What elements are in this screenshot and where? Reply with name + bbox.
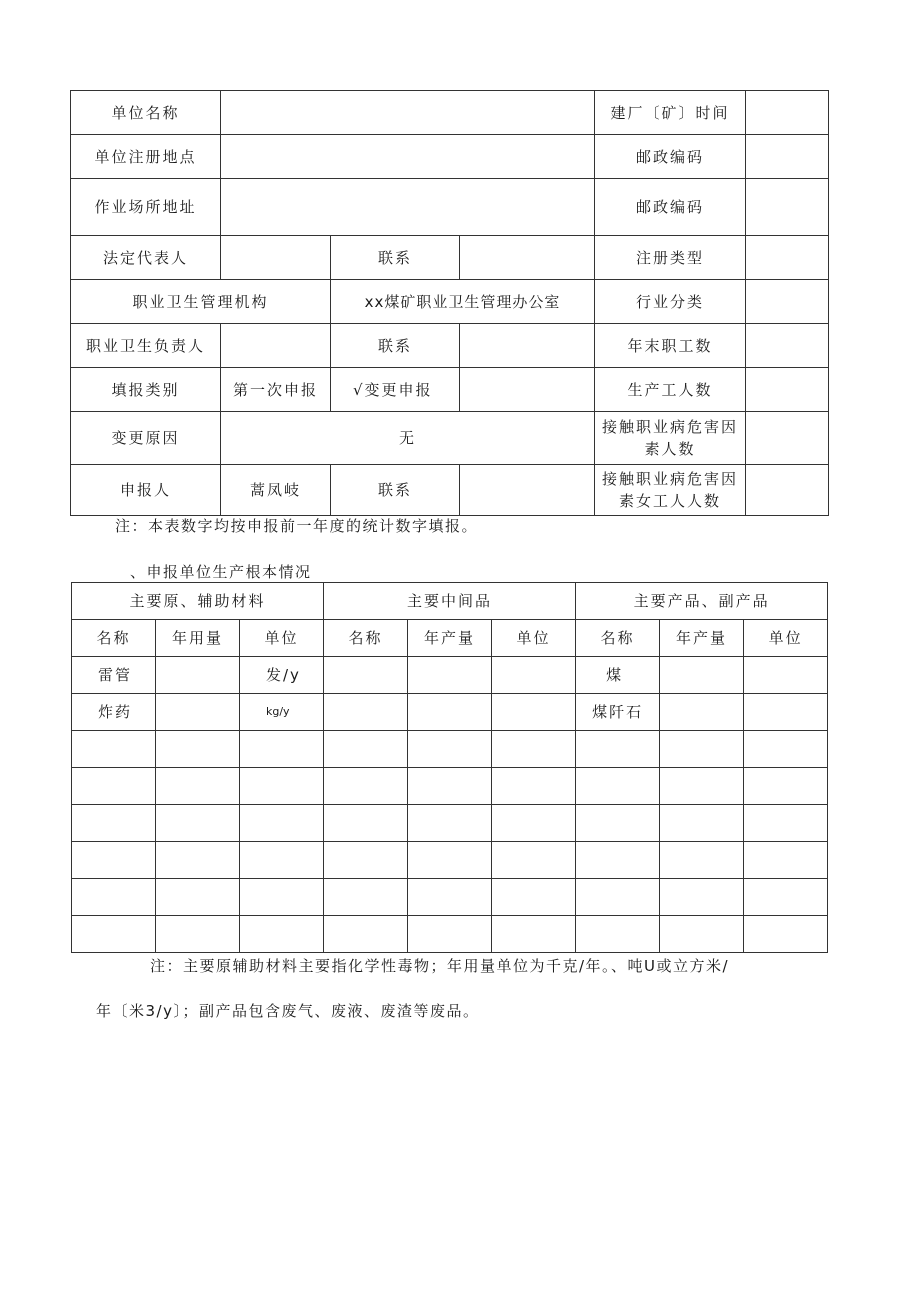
table-cell[interactable] xyxy=(240,805,324,842)
table-row xyxy=(72,657,828,694)
build-time-label: 建厂〔矿〕时间 xyxy=(595,91,746,135)
table-cell[interactable] xyxy=(324,879,408,916)
table-cell[interactable]: kg/y xyxy=(240,694,324,731)
col-header: 年产量 xyxy=(660,620,744,657)
staff-count-label: 年末职工数 xyxy=(595,324,746,368)
table-cell[interactable] xyxy=(408,657,492,694)
postal-code-label: 邮政编码 xyxy=(595,135,746,179)
table-cell[interactable] xyxy=(744,805,828,842)
legal-rep-field[interactable] xyxy=(221,236,331,280)
table-cell[interactable] xyxy=(744,916,828,953)
table-cell[interactable] xyxy=(492,731,576,768)
oh-org-label: 职业卫生管理机构 xyxy=(71,280,331,324)
table-cell[interactable] xyxy=(576,768,660,805)
table-cell[interactable] xyxy=(744,731,828,768)
reporter-value: 蒿凤岐 xyxy=(221,465,331,516)
worker-count-field[interactable] xyxy=(746,368,829,412)
hazard-count-field[interactable] xyxy=(746,412,829,465)
change-reason-label: 变更原因 xyxy=(71,412,221,465)
col-header: 年用量 xyxy=(156,620,240,657)
reg-type-label: 注册类型 xyxy=(595,236,746,280)
section-title: 、申报单位生产根本情况 xyxy=(130,563,312,581)
work-address-field[interactable] xyxy=(221,179,595,236)
table-cell[interactable] xyxy=(240,768,324,805)
change-reason-value: 无 xyxy=(221,412,595,465)
table-cell[interactable] xyxy=(408,768,492,805)
table-cell[interactable] xyxy=(492,768,576,805)
table-cell[interactable] xyxy=(660,694,744,731)
table-cell[interactable] xyxy=(492,916,576,953)
table-cell[interactable] xyxy=(324,694,408,731)
staff-count-field[interactable] xyxy=(746,324,829,368)
table-cell[interactable] xyxy=(492,657,576,694)
table-cell[interactable]: 煤阡石 xyxy=(576,694,660,731)
col-header: 名称 xyxy=(324,620,408,657)
table-cell[interactable] xyxy=(408,842,492,879)
table-cell[interactable] xyxy=(408,694,492,731)
col-header: 年产量 xyxy=(408,620,492,657)
table-cell[interactable] xyxy=(408,879,492,916)
table-cell[interactable] xyxy=(72,879,156,916)
report-type-label: 填报类别 xyxy=(71,368,221,412)
contact-label: 联系 xyxy=(331,324,460,368)
col-header: 名称 xyxy=(576,620,660,657)
table-cell[interactable] xyxy=(492,694,576,731)
table-row xyxy=(72,879,828,916)
reg-type-field[interactable] xyxy=(746,236,829,280)
table-cell[interactable] xyxy=(576,916,660,953)
build-time-field[interactable] xyxy=(746,91,829,135)
table-cell[interactable] xyxy=(156,657,240,694)
table-cell[interactable] xyxy=(492,879,576,916)
table-cell[interactable] xyxy=(324,805,408,842)
oh-head-label: 职业卫生负责人 xyxy=(71,324,221,368)
production-table xyxy=(71,582,828,953)
table-cell[interactable] xyxy=(660,768,744,805)
table-cell[interactable] xyxy=(744,694,828,731)
table-row xyxy=(72,731,828,768)
postal-code-field[interactable] xyxy=(746,135,829,179)
contact-label: 联系 xyxy=(331,236,460,280)
contact-field[interactable] xyxy=(460,324,595,368)
table-cell[interactable] xyxy=(324,657,408,694)
note-byproducts: 年〔米3/y〕；副产品包含废气、废液、废渣等废品。 xyxy=(96,1002,480,1020)
group-mid-header: 主要中间品 xyxy=(324,583,576,620)
table-cell[interactable] xyxy=(492,805,576,842)
col-header: 单位 xyxy=(240,620,324,657)
contact-field[interactable] xyxy=(460,465,595,516)
table-cell[interactable] xyxy=(156,842,240,879)
table-cell[interactable] xyxy=(744,842,828,879)
table-cell[interactable] xyxy=(744,768,828,805)
table-cell[interactable] xyxy=(72,916,156,953)
reg-address-field[interactable] xyxy=(221,135,595,179)
industry-label: 行业分类 xyxy=(595,280,746,324)
table-cell[interactable] xyxy=(408,805,492,842)
table-cell[interactable] xyxy=(72,842,156,879)
table-cell[interactable] xyxy=(156,694,240,731)
table-row xyxy=(72,805,828,842)
table-cell[interactable] xyxy=(660,805,744,842)
table-cell[interactable] xyxy=(240,879,324,916)
table-cell[interactable] xyxy=(324,768,408,805)
table-cell[interactable] xyxy=(744,657,828,694)
hazard-female-label: 接触职业病危害因素女工人人数 xyxy=(595,465,746,516)
hazard-count-label: 接触职业病危害因素人数 xyxy=(595,412,746,465)
unit-name-label: 单位名称 xyxy=(71,91,221,135)
col-header: 名称 xyxy=(72,620,156,657)
table-cell[interactable] xyxy=(156,805,240,842)
table-cell[interactable] xyxy=(576,731,660,768)
table-cell[interactable]: 发/y xyxy=(240,657,324,694)
table-row xyxy=(72,916,828,953)
table-cell[interactable] xyxy=(744,879,828,916)
table-cell[interactable] xyxy=(156,731,240,768)
table-cell[interactable] xyxy=(576,879,660,916)
note-materials: 注：主要原辅助材料主要指化学性毒物；年用量单位为千克/年。、吨U或立方米/ xyxy=(150,957,730,975)
table-cell[interactable]: 煤 xyxy=(576,657,660,694)
industry-field[interactable] xyxy=(746,280,829,324)
table-cell[interactable]: 雷管 xyxy=(72,657,156,694)
table-cell[interactable] xyxy=(72,731,156,768)
table-row xyxy=(72,842,828,879)
work-address-label: 作业场所地址 xyxy=(71,179,221,236)
table-cell[interactable] xyxy=(324,731,408,768)
report-type-first[interactable]: 第一次申报 xyxy=(221,368,331,412)
table-cell[interactable] xyxy=(240,731,324,768)
oh-org-value: xx煤矿职业卫生管理办公室 xyxy=(331,280,595,324)
table-cell[interactable] xyxy=(156,916,240,953)
group-product-header: 主要产品、副产品 xyxy=(576,583,828,620)
hazard-female-field[interactable] xyxy=(746,465,829,516)
table-cell[interactable] xyxy=(324,916,408,953)
table-cell[interactable] xyxy=(72,768,156,805)
table-cell[interactable] xyxy=(240,916,324,953)
table-cell[interactable] xyxy=(156,879,240,916)
legal-rep-label: 法定代表人 xyxy=(71,236,221,280)
table-cell[interactable] xyxy=(156,768,240,805)
contact-field[interactable] xyxy=(460,236,595,280)
table-cell[interactable] xyxy=(492,842,576,879)
table-cell[interactable] xyxy=(576,805,660,842)
report-type-change[interactable]: √变更申报 xyxy=(331,368,460,412)
col-header: 单位 xyxy=(744,620,828,657)
table-cell[interactable] xyxy=(324,842,408,879)
col-header: 单位 xyxy=(492,620,576,657)
table-cell[interactable] xyxy=(240,842,324,879)
reporter-label: 申报人 xyxy=(71,465,221,516)
note-statistics: 注：本表数字均按申报前一年度的统计数字填报。 xyxy=(115,517,479,535)
reg-address-label: 单位注册地点 xyxy=(71,135,221,179)
table-row xyxy=(72,694,828,731)
worker-count-label: 生产工人数 xyxy=(595,368,746,412)
table-row xyxy=(72,768,828,805)
table-cell[interactable] xyxy=(660,731,744,768)
table-cell[interactable] xyxy=(72,805,156,842)
group-raw-header: 主要原、辅助材料 xyxy=(72,583,324,620)
table-cell[interactable] xyxy=(660,842,744,879)
unit-name-field[interactable] xyxy=(221,91,595,135)
postal-code-field[interactable] xyxy=(746,179,829,236)
contact-label: 联系 xyxy=(331,465,460,516)
empty-cell xyxy=(460,368,595,412)
table-cell[interactable]: 炸药 xyxy=(72,694,156,731)
table-cell[interactable] xyxy=(660,916,744,953)
table-cell[interactable] xyxy=(408,731,492,768)
table-cell[interactable] xyxy=(660,657,744,694)
postal-code-label: 邮政编码 xyxy=(595,179,746,236)
table-cell[interactable] xyxy=(576,842,660,879)
table-cell[interactable] xyxy=(408,916,492,953)
table-cell[interactable] xyxy=(660,879,744,916)
basic-info-table xyxy=(70,90,829,516)
oh-head-field[interactable] xyxy=(221,324,331,368)
